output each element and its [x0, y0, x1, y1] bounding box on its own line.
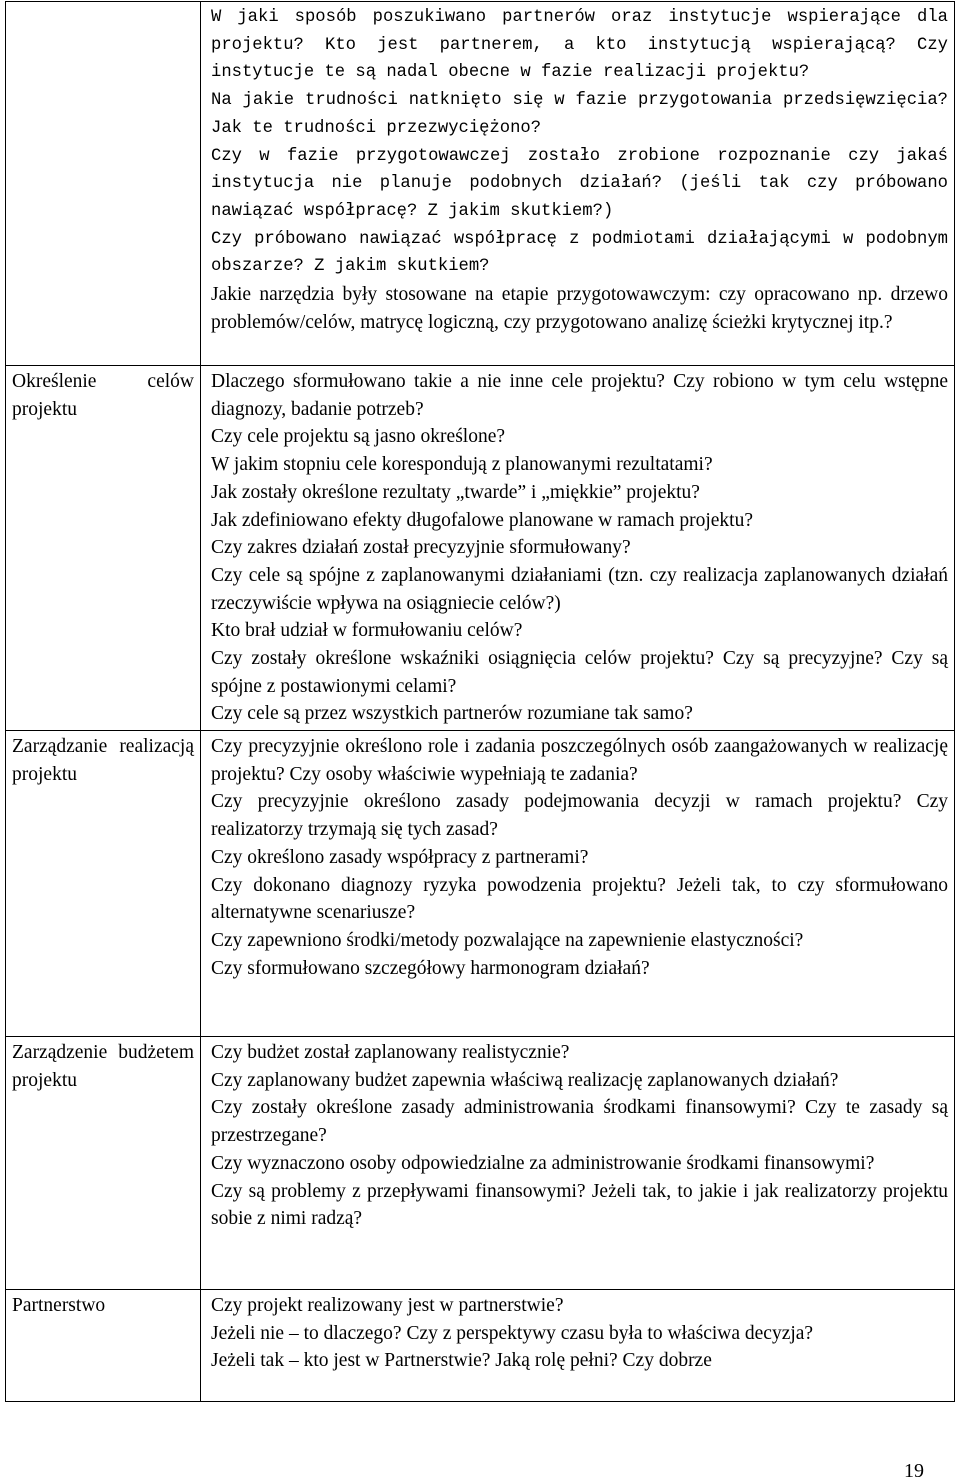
question: W jaki sposób poszukiwano partnerów oraz instytucje wspierające dla projektu? Kto jest partnerem, a kto instytucją wspierającą? Czy instytucje te są nadal obecne w fazie realizacji projektu?: [211, 8, 948, 83]
questions-table: [5, 1, 955, 1402]
question: Czy zostały określone zasady administrowania środkami finansowymi? Czy te zasady są przestrzegane?: [211, 1097, 948, 1147]
question: Dlaczego sformułowano takie a nie inne cele projektu? Czy robiono w tym celu wstępne diagnozy, badanie potrzeb?: [211, 371, 948, 420]
question: Czy precyzyjnie określono zasady podejmowania decyzji w ramach projektu? Czy realizatorzy trzymają się tych zasad?: [211, 791, 948, 841]
question: Czy są problemy z przepływami finansowymi? Jeżeli tak, to jakie i jak realizatorzy projektu sobie z nimi radzą?: [211, 1180, 948, 1230]
question: Jeżeli tak – kto jest w Partnerstwie? Jaką rolę pełni? Czy dobrze: [211, 1350, 712, 1372]
question: Na jakie trudności natknięto się w fazie przygotowania przedsięwzięcia? Jak te trudności przezwyciężono?: [211, 91, 948, 138]
row-label: Partnerstwo: [6, 1290, 201, 1402]
question: Jeżeli nie – to dlaczego? Czy z perspektywy czasu była to właściwa decyzja?: [211, 1322, 814, 1344]
row-label: Zarządzenie budżetem projektu: [6, 1037, 201, 1290]
table-row: [6, 731, 955, 1037]
question: Czy zapewniono środki/metody pozwalające na zapewnienie elastyczności?: [211, 929, 804, 951]
row-questions: [201, 731, 955, 1037]
question: W jakim stopniu cele korespondują z planowanymi rezultatami?: [211, 454, 713, 476]
question: Czy projekt realizowany jest w partnerstwie?: [211, 1295, 564, 1316]
question: Czy precyzyjnie określono role i zadania poszczególnych osób zaangażowanych w realizację projektu? Czy osoby właściwie wypełniają te zadania?: [211, 736, 948, 785]
table-row: [6, 2, 955, 366]
table-row: [6, 1037, 955, 1290]
question: Czy zakres działań został precyzyjnie sformułowany?: [211, 537, 631, 559]
question: Czy sformułowano szczegółowy harmonogram działań?: [211, 957, 650, 979]
question: Czy cele są spójne z zaplanowanymi działaniami (tzn. czy realizacja zaplanowanych działań rzeczywiście wpływa na osiągniecie celów?): [211, 564, 948, 614]
question: Czy budżet został zaplanowany realistycznie?: [211, 1042, 570, 1063]
row-questions: [201, 1037, 955, 1290]
question: Czy wyznaczono osoby odpowiedzialne za administrowanie środkami finansowymi?: [211, 1152, 875, 1174]
table-row: [6, 1290, 955, 1402]
question: Jakie narzędzia były stosowane na etapie przygotowawczym: czy opracowano np. drzewo problemów/celów, matrycę logiczną, czy przygotowano analizę ścieżki krytycznej itp.?: [211, 284, 948, 333]
question: Jak zostały określone rezultaty „twarde” i „miękkie” projektu?: [211, 481, 700, 503]
row-questions: [201, 366, 955, 731]
row-questions: [201, 2, 955, 366]
table-row: [6, 366, 955, 731]
question: Czy cele są przez wszystkich partnerów rozumiane tak samo?: [211, 703, 693, 725]
page-number: 19: [904, 1460, 924, 1482]
row-questions: [201, 1290, 955, 1402]
row-label: [6, 2, 201, 366]
question: Czy zaplanowany budżet zapewnia właściwą realizację zaplanowanych działań?: [211, 1069, 839, 1091]
question: Czy dokonano diagnozy ryzyka powodzenia projektu? Jeżeli tak, to czy sformułowano alternatywne scenariusze?: [211, 874, 948, 924]
question: Czy próbowano nawiązać współpracę z podmiotami działającymi w podobnym obszarze? Z jakim skutkiem?: [211, 229, 948, 277]
question: Kto brał udział w formułowaniu celów?: [211, 620, 523, 642]
row-label: Określenie celów projektu: [6, 366, 201, 731]
question: Czy zostały określone wskaźniki osiągnięcia celów projektu? Czy są precyzyjne? Czy są spójne z postawionymi celami?: [211, 648, 948, 697]
row-label: Zarządzanie realizacją projektu: [6, 731, 201, 1037]
question: Czy w fazie przygotowawczej zostało zrobione rozpoznanie czy jakaś instytucja nie planuje podobnych działań? (jeśli tak czy próbowano nawiązać współpracę? Z jakim skutkiem?): [211, 146, 948, 221]
question: Czy określono zasady współpracy z partnerami?: [211, 846, 589, 868]
question: Jak zdefiniowano efekty długofalowe planowane w ramach projektu?: [211, 509, 754, 531]
question: Czy cele projektu są jasno określone?: [211, 426, 506, 448]
